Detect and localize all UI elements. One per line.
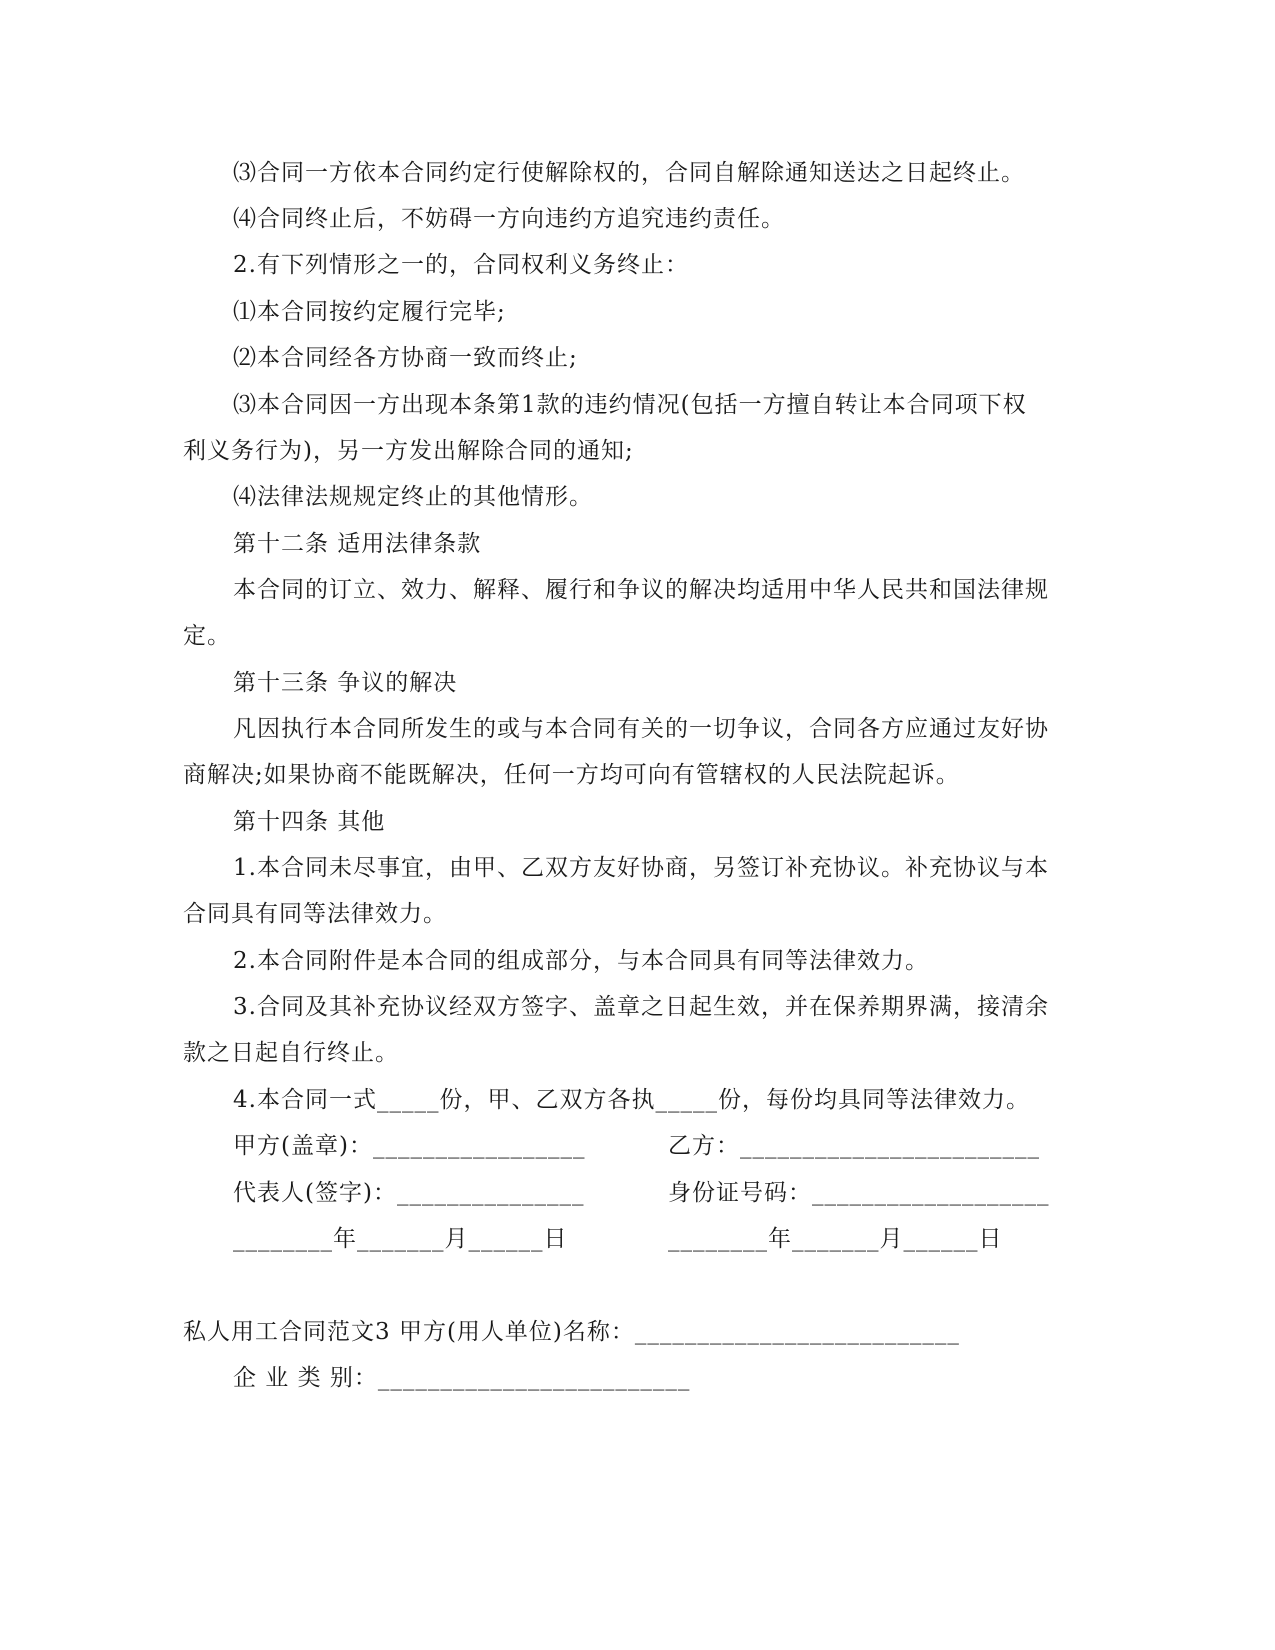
party-a-seal-field: 甲方(盖章)：_________________ bbox=[233, 1133, 586, 1159]
representative-field: 代表人(签字)：_______________ bbox=[233, 1180, 585, 1206]
clause-text: 4.本合同一式_____份，甲、乙双方各执_____份，每份均具同等法律效力。 bbox=[233, 1087, 1030, 1113]
clause-text: ⑵本合同经各方协商一致而终止; bbox=[233, 345, 578, 371]
clause-text: 合同具有同等法律效力。 bbox=[183, 901, 447, 927]
clause-text: 利义务行为)，另一方发出解除合同的通知; bbox=[183, 438, 634, 464]
clause-text: ⑷法律法规规定终止的其他情形。 bbox=[233, 484, 593, 510]
id-number-field: 身份证号码：___________________ bbox=[668, 1180, 1050, 1206]
article-heading: 第十四条 其他 bbox=[233, 809, 386, 835]
clause-text: 定。 bbox=[183, 623, 231, 649]
enterprise-type-field: 企 业 类 别：_________________________ bbox=[233, 1365, 691, 1391]
clause-text: 2.有下列情形之一的，合同权利义务终止： bbox=[233, 252, 689, 278]
clause-text: 商解决;如果协商不能既解决，任何一方均可向有管辖权的人民法院起诉。 bbox=[183, 762, 960, 788]
clause-text: 凡因执行本合同所发生的或与本合同有关的一切争议，合同各方应通过友好协 bbox=[233, 716, 1049, 742]
clause-text: 本合同的订立、效力、解释、履行和争议的解决均适用中华人民共和国法律规 bbox=[233, 577, 1049, 603]
date-field-right: ________年_______月______日 bbox=[668, 1226, 1003, 1252]
clause-text: 2.本合同附件是本合同的组成部分，与本合同具有同等法律效力。 bbox=[233, 948, 929, 974]
next-section-title: 私人用工合同范文3 甲方(用人单位)名称：__________________________ bbox=[183, 1319, 960, 1345]
clause-text: 款之日起自行终止。 bbox=[183, 1040, 399, 1066]
clause-text: ⑷合同终止后，不妨碍一方向违约方追究违约责任。 bbox=[233, 206, 785, 232]
date-field-left: ________年_______月______日 bbox=[233, 1226, 568, 1252]
article-heading: 第十二条 适用法律条款 bbox=[233, 531, 482, 557]
clause-text: 1.本合同未尽事宜，由甲、乙双方友好协商，另签订补充协议。补充协议与本 bbox=[233, 855, 1049, 881]
clause-text: 3.合同及其补充协议经双方签字、盖章之日起生效，并在保养期界满，接清余 bbox=[233, 994, 1049, 1020]
clause-text: ⑶合同一方依本合同约定行使解除权的，合同自解除通知送达之日起终止。 bbox=[233, 160, 1025, 186]
article-heading: 第十三条 争议的解决 bbox=[233, 670, 458, 696]
party-b-field: 乙方：________________________ bbox=[668, 1133, 1040, 1159]
clause-text: ⑶本合同因一方出现本条第1款的违约情况(包括一方擅自转让本合同项下权 bbox=[233, 392, 1027, 418]
clause-text: ⑴本合同按约定履行完毕; bbox=[233, 299, 506, 325]
